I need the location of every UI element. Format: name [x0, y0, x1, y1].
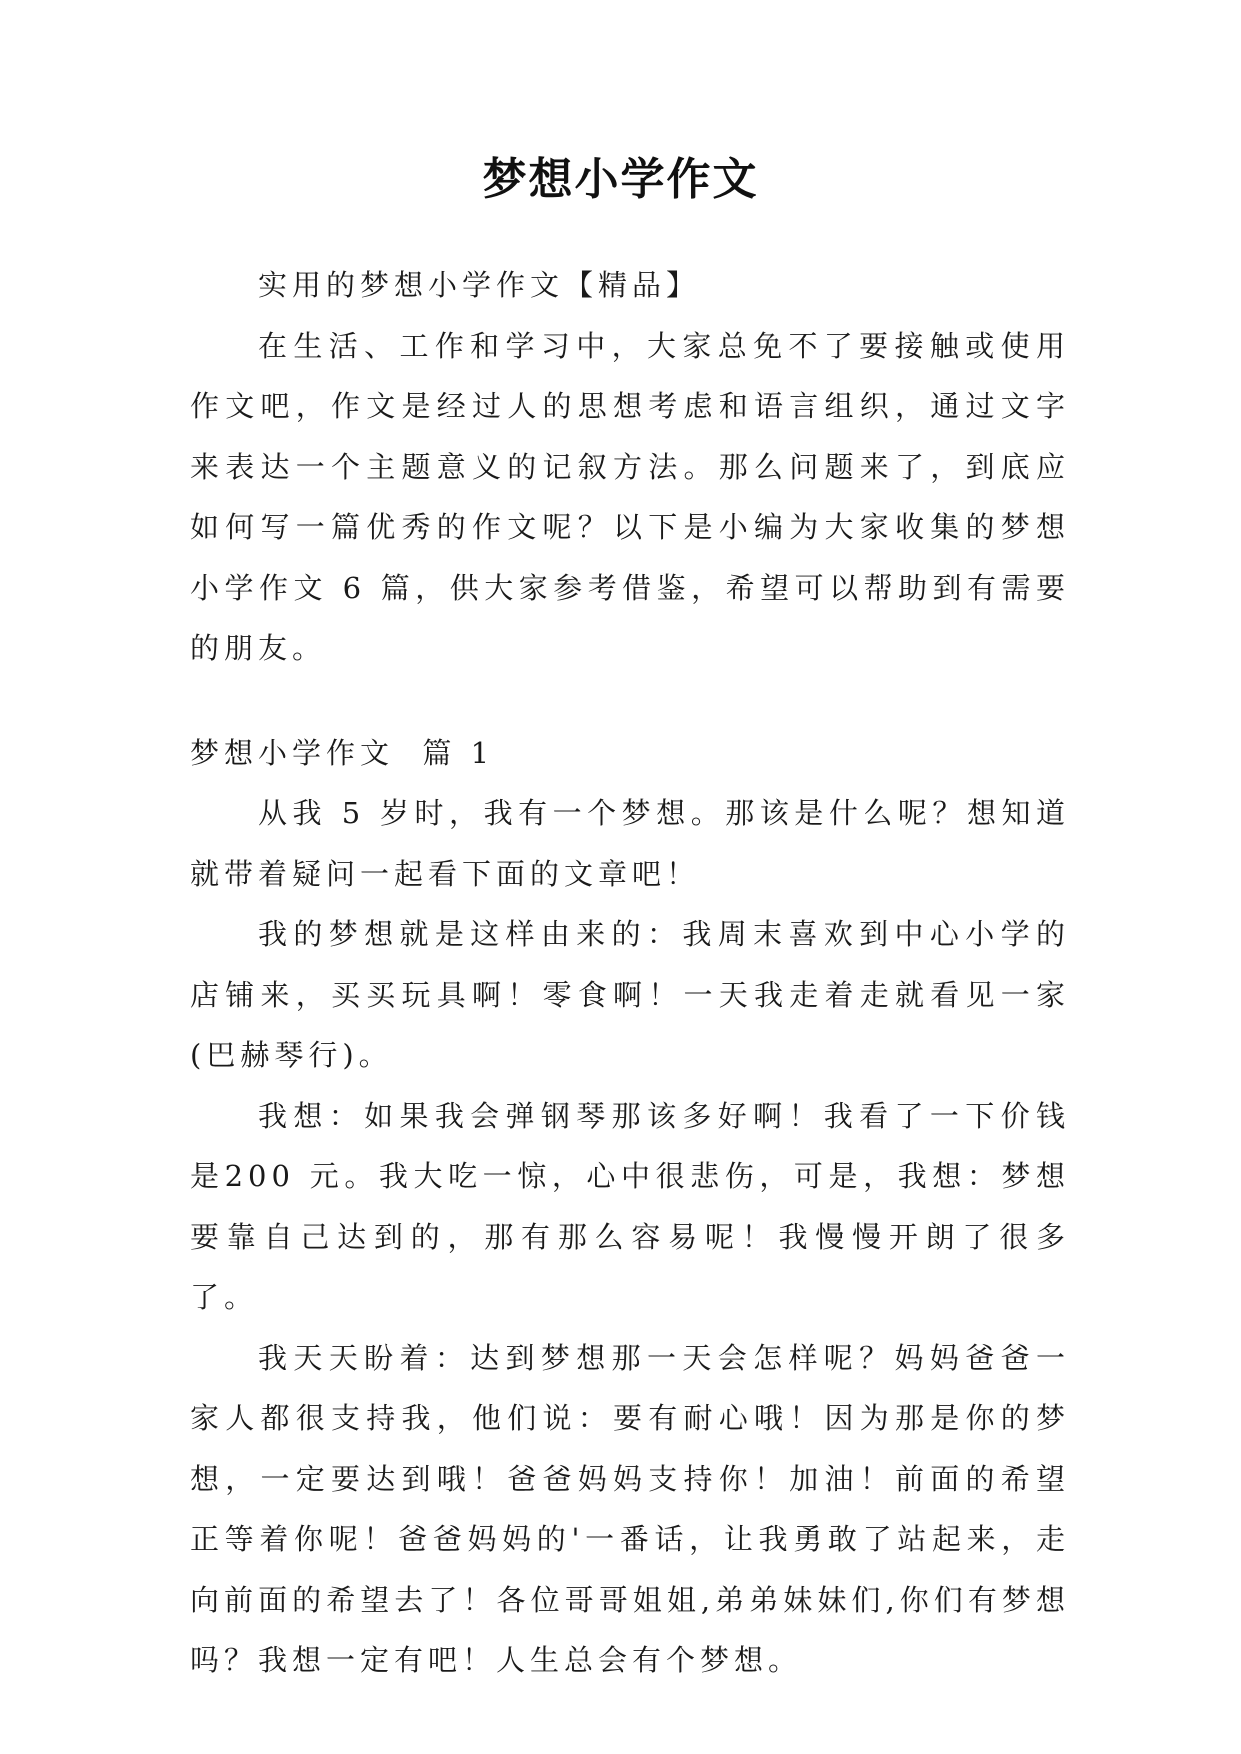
- body-paragraph-1: 从我 5 岁时，我有一个梦想。那该是什么呢？想知道就带着疑问一起看下面的文章吧！: [190, 796, 1070, 891]
- intro-paragraph: 在生活、工作和学习中，大家总免不了要接触或使用作文吧，作文是经过人的思想考虑和语言组织，通过文字来表达一个主题意义的记叙方法。那么问题来了，到底应如何写一篇优秀的作文呢？以下是小编为大家收集的梦想小学作文 6 篇，供大家参考借鉴，希望可以帮助到有需要的朋友。: [190, 328, 1070, 665]
- document-title: 梦想小学作文: [482, 154, 759, 205]
- document-body: [190, 255, 1070, 1691]
- body-paragraph-2: 我的梦想就是这样由来的：我周末喜欢到中心小学的店铺来，买买玩具啊！零食啊！一天我走着走就看见一家(巴赫琴行)。: [190, 917, 1070, 1072]
- section-heading: 梦想小学作文 篇 1: [190, 735, 495, 770]
- document-subtitle: 实用的梦想小学作文【精品】: [258, 268, 701, 302]
- body-paragraph-4: 我天天盼着：达到梦想那一天会怎样呢？妈妈爸爸一家人都很支持我，他们说：要有耐心哦！因为那是你的梦想，一定要达到哦！爸爸妈妈支持你！加油！前面的希望正等着你呢！爸爸妈妈的'一番话，让我勇敢了站起来，走向前面的希望去了！各位哥哥姐姐,弟弟妹妹们,你们有梦想吗？我想一定有吧！人生总会有个梦想。: [190, 1340, 1070, 1677]
- body-paragraph-3: 我想：如果我会弹钢琴那该多好啊！我看了一下价钱是200 元。我大吃一惊，心中很悲伤，可是，我想：梦想要靠自己达到的，那有那么容易呢！我慢慢开朗了很多了。: [190, 1098, 1070, 1314]
